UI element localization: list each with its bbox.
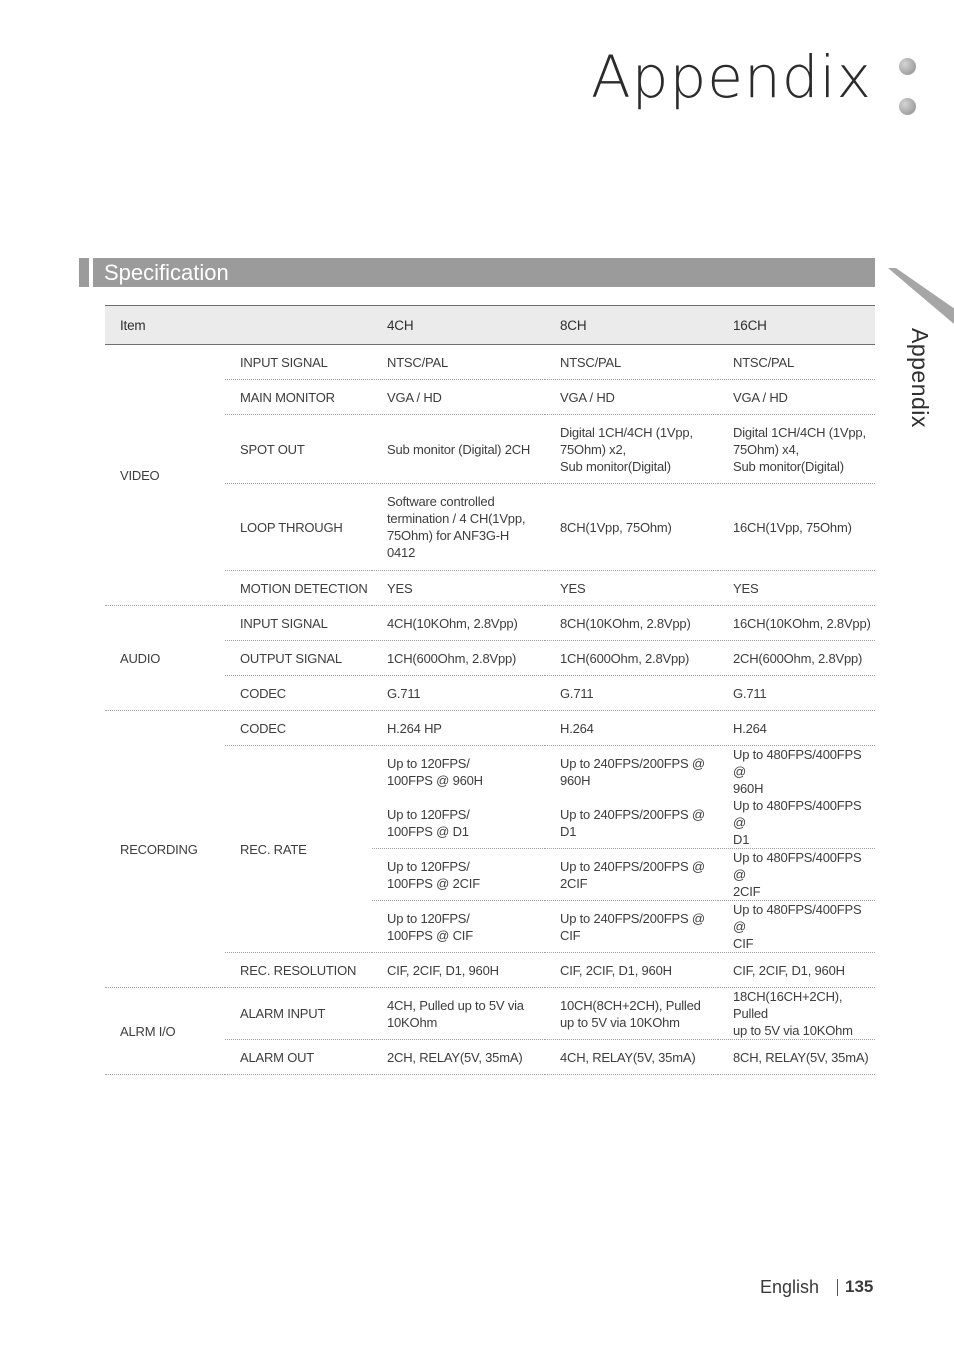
section-header <box>79 258 875 287</box>
table-cell: Digital 1CH/4CH (1Vpp, 75Ohm) x2, Sub monitor(Digital) <box>545 415 718 484</box>
row-label: MOTION DETECTION <box>225 571 372 606</box>
table-cell: Up to 240FPS/200FPS @ 2CIF <box>545 849 718 901</box>
row-label: MAIN MONITOR <box>225 380 372 415</box>
table-cell: Up to 240FPS/200FPS @ D1 <box>545 797 718 849</box>
table-cell: 18CH(16CH+2CH), Pulled up to 5V via 10KOhm <box>718 988 875 1040</box>
decorative-dot-icon <box>899 58 916 75</box>
row-label: REC. RESOLUTION <box>225 953 372 988</box>
row-label: INPUT SIGNAL <box>225 606 372 641</box>
table-cell: G.711 <box>372 676 545 711</box>
table-cell: Up to 120FPS/ 100FPS @ 960H <box>387 755 483 788</box>
table-cell: 8CH, RELAY(5V, 35mA) <box>718 1040 875 1075</box>
table-cell: Up to 480FPS/400FPS @ 960H <box>733 747 862 796</box>
row-label: SPOT OUT <box>225 415 372 484</box>
row-label: OUTPUT SIGNAL <box>225 641 372 676</box>
table-cell: Up to 120FPS/ 100FPS @ CIF <box>372 901 545 953</box>
header-subitem <box>225 305 372 345</box>
table-cell: 4CH, RELAY(5V, 35mA) <box>545 1040 718 1075</box>
row-label: REC. RATE <box>225 746 372 953</box>
section-marker <box>79 258 93 287</box>
table-row <box>105 606 875 641</box>
table-cell: YES <box>372 571 545 606</box>
group-label-recording: RECORDING <box>105 711 225 988</box>
table-cell: VGA / HD <box>718 380 875 415</box>
row-label: CODEC <box>225 711 372 746</box>
table-row <box>105 345 875 380</box>
table-cell: NTSC/PAL <box>718 345 875 380</box>
table-cell: 8CH(1Vpp, 75Ohm) <box>545 484 718 571</box>
table-cell: CIF, 2CIF, D1, 960H <box>718 953 875 988</box>
table-cell: Digital 1CH/4CH (1Vpp, 75Ohm) x4, Sub monitor(Digital) <box>718 415 875 484</box>
table-cell: VGA / HD <box>545 380 718 415</box>
table-cell: Up to 480FPS/400FPS @ CIF <box>718 901 875 953</box>
table-cell: 4CH(10KOhm, 2.8Vpp) <box>372 606 545 641</box>
specification-table <box>105 305 875 1075</box>
side-tab-label: Appendix <box>907 328 933 428</box>
side-tab-decoration <box>888 268 954 324</box>
page-title: Appendix <box>590 43 872 111</box>
footer-language: English <box>760 1277 820 1297</box>
table-cell: 8CH(10KOhm, 2.8Vpp) <box>545 606 718 641</box>
section-title: Specification <box>104 260 229 285</box>
table-cell: 10CH(8CH+2CH), Pulled up to 5V via 10KOhm <box>545 988 718 1040</box>
table-cell: G.711 <box>718 676 875 711</box>
row-label: CODEC <box>225 676 372 711</box>
table-cell: Up to 240FPS/200FPS @ 960H <box>560 755 705 788</box>
table-cell: 2CH(600Ohm, 2.8Vpp) <box>718 641 875 676</box>
table-cell: Up to 120FPS/ 100FPS @ 2CIF <box>372 849 545 901</box>
group-label-video: VIDEO <box>105 345 225 606</box>
table-row <box>105 988 875 1040</box>
row-label: LOOP THROUGH <box>225 484 372 571</box>
table-cell: YES <box>545 571 718 606</box>
table-cell: YES <box>718 571 875 606</box>
table-cell: Up to 480FPS/400FPS @ 2CIF <box>718 849 875 901</box>
group-label-alarm: ALRM I/O <box>105 988 225 1075</box>
table-cell: Up to 240FPS/200FPS @ CIF <box>545 901 718 953</box>
group-label-audio: AUDIO <box>105 606 225 711</box>
table-cell: VGA / HD <box>372 380 545 415</box>
header-item: Item <box>105 305 225 345</box>
table-cell: 1CH(600Ohm, 2.8Vpp) <box>372 641 545 676</box>
table-cell: 16CH(10KOhm, 2.8Vpp) <box>718 606 875 641</box>
table-cell: CIF, 2CIF, D1, 960H <box>545 953 718 988</box>
row-label: INPUT SIGNAL <box>225 345 372 380</box>
table-cell: Up to 480FPS/400FPS @ D1 <box>718 797 875 849</box>
page-number: 135 <box>845 1277 874 1296</box>
table-cell: NTSC/PAL <box>372 345 545 380</box>
header-4ch: 4CH <box>372 305 545 345</box>
header-16ch: 16CH <box>718 305 875 345</box>
decorative-dot-icon <box>899 98 916 115</box>
table-cell: Software controlled termination / 4 CH(1Vpp, 75Ohm) for ANF3G-H 0412 <box>372 484 545 571</box>
table-cell: H.264 HP <box>372 711 545 746</box>
table-cell: 2CH, RELAY(5V, 35mA) <box>372 1040 545 1075</box>
table-row <box>105 711 875 746</box>
table-cell: NTSC/PAL <box>545 345 718 380</box>
table-cell: 1CH(600Ohm, 2.8Vpp) <box>545 641 718 676</box>
table-cell: CIF, 2CIF, D1, 960H <box>372 953 545 988</box>
table-cell: Sub monitor (Digital) 2CH <box>372 415 545 484</box>
row-label: ALARM OUT <box>225 1040 372 1075</box>
table-cell: 4CH, Pulled up to 5V via 10KOhm <box>372 988 545 1040</box>
table-cell: 16CH(1Vpp, 75Ohm) <box>718 484 875 571</box>
table-header-row <box>105 305 875 345</box>
row-label: ALARM INPUT <box>225 988 372 1040</box>
footer-separator <box>837 1279 838 1296</box>
table-cell: H.264 <box>545 711 718 746</box>
header-8ch: 8CH <box>545 305 718 345</box>
table-cell: Up to 120FPS/ 100FPS @ D1 <box>372 797 545 849</box>
table-cell: G.711 <box>545 676 718 711</box>
table-cell: H.264 <box>718 711 875 746</box>
